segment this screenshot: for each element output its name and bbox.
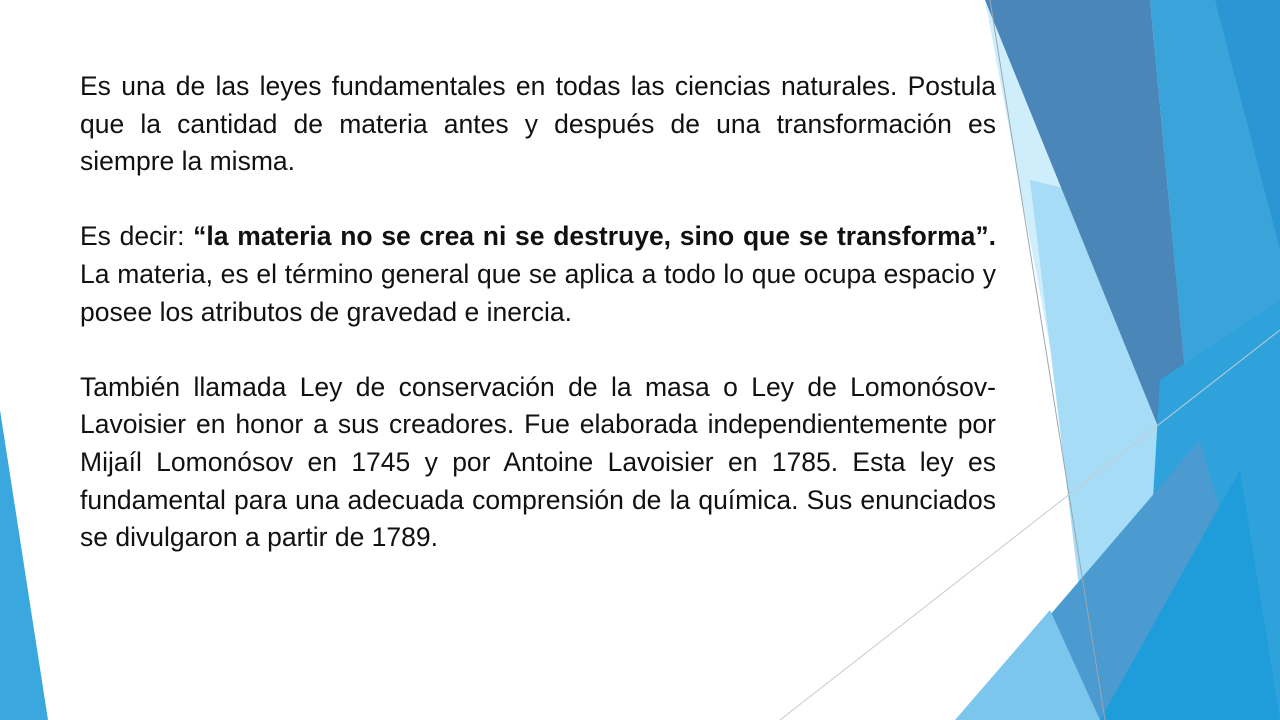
paragraph-definition: Es una de las leyes fundamentales en todas las ciencias naturales. Postula que la cantidad de materia antes y después de una transformación es siempre la misma. bbox=[80, 71, 996, 177]
statement-quote: “la materia no se crea ni se destruye, sino que se transforma”. bbox=[193, 221, 997, 252]
paragraph-statement bbox=[80, 218, 996, 331]
paragraph-history: También llamada Ley de conservación de la masa o Ley de Lomonósov-Lavoisier en honor a sus creadores. Fue elaborada independientemente por Mijaíl Lomonósov en 1745 y por Antoine Lavoisier en 1785. Esta ley es fundamental para una adecuada comprensión de la química. Sus enunciados se divulgaron a partir de 1789. bbox=[80, 371, 996, 553]
statement-suffix: La materia, es el término general que se aplica a todo lo que ocupa espacio y posee los atributos de gravedad e inercia. bbox=[80, 258, 996, 327]
slide-body-text bbox=[80, 68, 996, 557]
statement-prefix: Es decir: bbox=[80, 221, 194, 252]
left-accent-shard bbox=[0, 410, 48, 720]
